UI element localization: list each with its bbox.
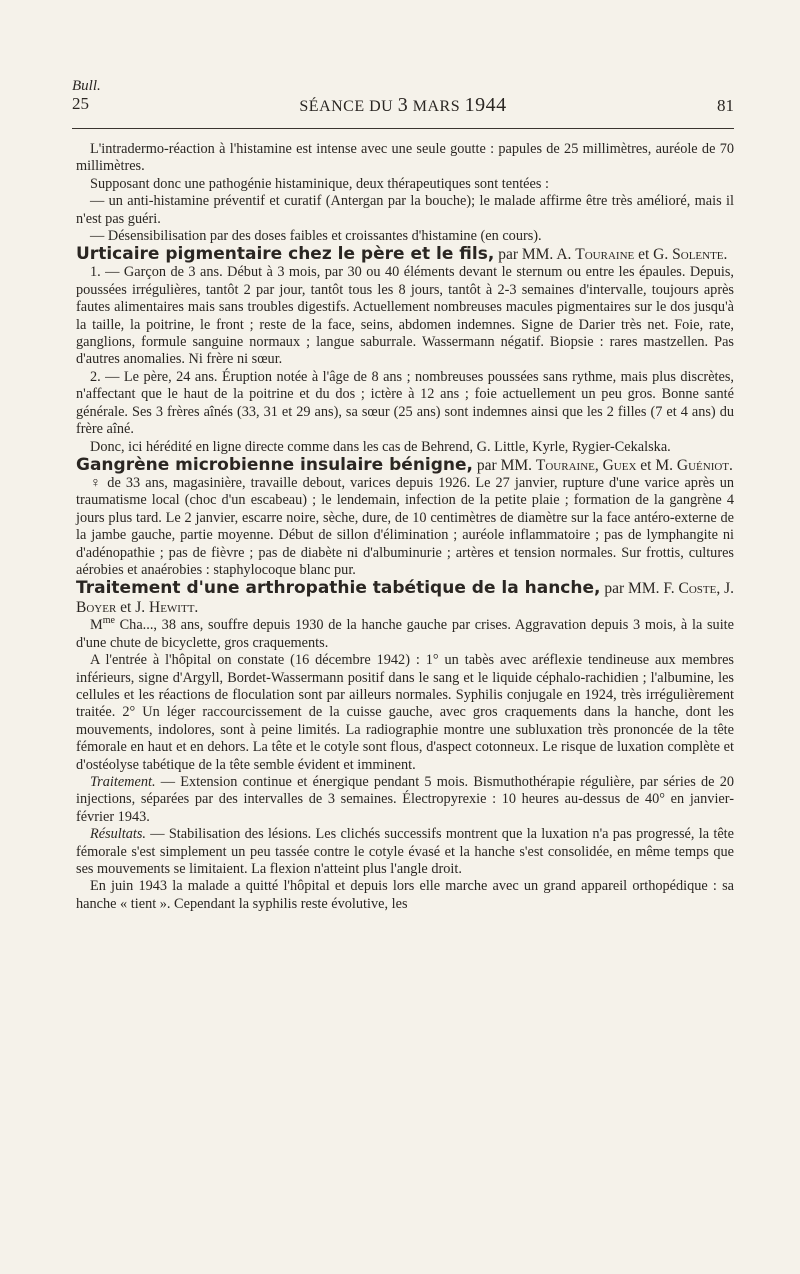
article-heading-arthropathie: Traitement d'une arthropathie tabétique de la hanche, par MM. F. Coste, J. Boyer et J. Hewitt. xyxy=(76,578,735,617)
author-name: Guex xyxy=(602,456,637,474)
author-name: Coste xyxy=(678,580,717,598)
section-label: Résultats. xyxy=(90,826,146,843)
author-name: Guéniot xyxy=(676,456,730,474)
article-paragraph: Traitement. — Extension continue et énergique pendant 5 mois. Bismuthothérapie régulière, par séries de 20 injections, séparées par des intervalles de 3 semaines. Électropyrexie : 10 heures au-dessus de 40° en janvier-février 1943. xyxy=(76,774,734,825)
article-paragraph: 2. — Le père, 24 ans. Éruption notée à l'âge de 8 ans ; nombreuses poussées sans rythme, mais plus discrètes, n'affectant que le haut de la poitrine et du dos ; ictère à 12 ans ; foie actuellement un peu gros. Bonne santé générale. Ses 3 frères aînés (33, 31 et 29 ans), sa sœur (25 ans) sont indemnes ainsi que les 2 filles (7 et 4 ans) du frère aîné. xyxy=(76,368,734,438)
article-paragraph: ♀ de 33 ans, magasinière, travaille debout, varices depuis 1926. Le 27 janvier, rupture d'une varice après un traumatisme local (choc d'un escabeau) ; le lendemain, infection de la petite plaie ; formation de la gangrène 4 jours plus tard. Le 2 janvier, escarre noire, sèche, dure, de 10 centimètres de diamètre sur la face antéro-externe de la jambe gauche, partie moyenne. Début de sillon d'élimination ; auréole inflammatoire ; pas de lymphangite ni d'adénopathie ; pas de fièvre ; pas de diabète ni d'albuminurie ; artères et tension normales. Sur frottis, cultures aérobies et anaérobies : staphylocoque blanc pur. xyxy=(76,474,734,578)
intro-paragraph: — Désensibilisation par des doses faibles et croissantes d'histamine (en cours). xyxy=(90,228,542,245)
author-name: Touraine xyxy=(535,456,595,474)
article-paragraph: A l'entrée à l'hôpital on constate (16 décembre 1942) : 1° un tabès avec aréflexie tendineuse aux membres inférieurs, signe d'Argyll, Bordet-Wassermann positif dans le sang et le liquide céphalo-rachidien ; l'albumine, les cellules et les réactions de floculation sont par ailleurs normales. Syphilis conjugale en 1924, très irrégulièrement traitée. 2° Un léger raccourcissement de la cuisse gauche, avec gros craquements dans la hanche, dont les mouvements, indolores, sont à peine limités. La radiographie montre une subluxation très prononcée de la tête fémorale en haut et en dehors. La tête et le cotyle sont flous, d'aspect cotonneux. Le risque de luxation complète et d'ostéolyse tabétique de la tête semble évident et imminent. xyxy=(76,652,734,773)
article-title: Urticaire pigmentaire chez le père et le fils, xyxy=(76,244,495,265)
journal-abbrev: Bull. xyxy=(72,78,101,94)
section-label: Traitement. xyxy=(90,774,156,790)
article-paragraph: Donc, ici hérédité en ligne directe comme dans les cas de Behrend, G. Little, Kyrle, Rygier-Cekalska. xyxy=(90,438,671,455)
article-paragraph: $M^{me}$ Cha..., 38 ans, souffre depuis 1930 de la hanche gauche par crises. Aggravation depuis 3 mois, à la suite d'une chute de bicyclette, gros craquements. xyxy=(76,615,734,651)
intro-paragraph: L'intradermo-réaction à l'histamine est intense avec une seule goutte : papules de 25 millimètres, auréole de 70 millimètres. xyxy=(76,141,734,175)
article-heading-urticaire: Urticaire pigmentaire chez le père et le fils, par MM. A. Touraine et G. Solente. xyxy=(76,244,728,265)
volume-number: 25 xyxy=(72,94,89,113)
article-paragraph: Résultats. — Stabilisation des lésions. Les clichés successifs montrent que la luxation n'a pas progressé, la tête fémorale s'est simplement un peu tassée contre le cotyle évasé et la hanche s'est consolidée, en même temps que ses mouvements se limitaient. La flexion n'atteint plus l'angle droit. xyxy=(76,826,734,878)
session-title xyxy=(72,94,734,117)
session-month: MARS xyxy=(412,98,461,115)
author-name: Hewitt xyxy=(149,599,195,617)
header-rule xyxy=(72,128,734,129)
article-title: Gangrène microbienne insulaire bénigne, xyxy=(76,454,474,475)
session-day: 3 xyxy=(397,94,409,116)
author-name: Solente xyxy=(672,246,724,264)
intro-paragraph: — un anti-histamine préventif et curatif (Antergan par la bouche); le malade affirme être très amélioré, mais il n'est pas guéri. xyxy=(76,193,734,227)
page-number: 81 xyxy=(717,96,734,115)
article-heading-gangrene: Gangrène microbienne insulaire bénigne, par MM. Touraine, Guex et M. Guéniot. xyxy=(76,454,733,475)
article-title: Traitement d'une arthropathie tabétique de la hanche, xyxy=(76,578,601,599)
session-title-prefix: SÉANCE DU xyxy=(299,98,394,115)
article-paragraph: 1. — Garçon de 3 ans. Début à 3 mois, par 30 ou 40 éléments devant le sternum ou entre les épaules. Depuis, poussées irrégulières, tantôt 2 par jour, tantôt tous les 8 jours, tantôt à 2-3 semaines d'intervalle, toujours après fautes alimentaires mais sans troubles digestifs. Actuellement nombreuses macules pigmentaires sur le dos jusqu'à la taille, la poitrine, le front ; reste de la face, seins, abdomen indemnes. Signe de Darier très net. Foie, rate, ganglions, formule sanguine normaux ; langue saburrale. Wassermann négatif. Biopsie : rares mastzellen. Pas d'autres anomalies. Ni frère ni sœur. xyxy=(76,264,734,368)
page-content xyxy=(76,141,734,913)
author-name: Touraine xyxy=(575,246,635,264)
session-year: 1944 xyxy=(464,94,507,116)
author-name: Boyer xyxy=(76,599,117,617)
running-header xyxy=(72,94,734,118)
article-paragraph: En juin 1943 la malade a quitté l'hôpital et depuis lors elle marche avec un grand appareil orthopédique : sa hanche « tient ». Cependant la syphilis reste évolutive, les xyxy=(76,878,734,912)
intro-paragraph: Supposant donc une pathogénie histaminique, deux thérapeutiques sont tentées : xyxy=(90,175,549,192)
